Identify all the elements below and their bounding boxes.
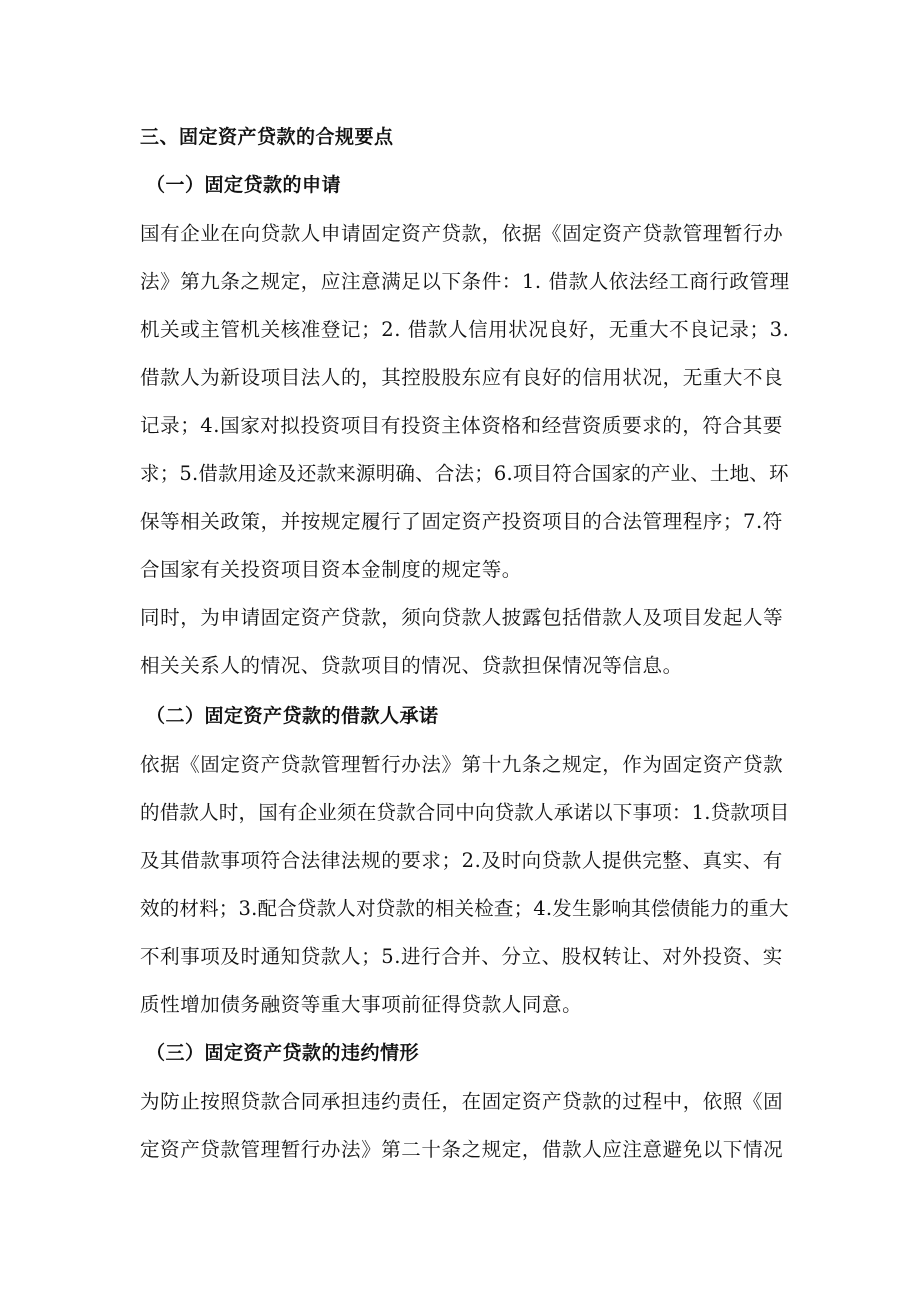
paragraph-default-situations xyxy=(140,1078,790,1174)
text-line: 保等相关政策，并按规定履行了固定资产投资项目的合法管理程序；7.符 xyxy=(140,510,783,533)
text-line: 效的材料；3.配合贷款人对贷款的相关检查；4.发生影响其偿债能力的重大 xyxy=(140,897,789,920)
text-line: 质性增加债务融资等重大事项前征得贷款人同意。 xyxy=(140,993,583,1016)
paragraph-disclosure xyxy=(140,594,790,690)
text-line: 相关关系人的情况、贷款项目的情况、贷款担保情况等信息。 xyxy=(140,654,683,677)
text-line: 定资产贷款管理暂行办法》第二十条之规定，借款人应注意避免以下情况 xyxy=(140,1138,784,1161)
text-line: 国有企业在向贷款人申请固定资产贷款，依据《固定资产贷款管理暂行办 xyxy=(140,222,784,245)
paragraph-application-conditions xyxy=(140,210,790,594)
text-line: 合国家有关投资项目资本金制度的规定等。 xyxy=(140,558,522,581)
subsection-heading-1: （一）固定贷款的申请 xyxy=(146,174,342,196)
text-line: 及其借款事项符合法律法规的要求；2.及时向贷款人提供完整、真实、有 xyxy=(140,849,783,872)
text-line: 记录；4.国家对拟投资项目有投资主体资格和经营资质要求的，符合其要 xyxy=(140,414,783,437)
text-line: 求；5.借款用途及还款来源明确、合法；6.项目符合国家的产业、土地、环 xyxy=(140,462,789,485)
text-line: 为防止按照贷款合同承担违约责任，在固定资产贷款的过程中，依照《固 xyxy=(140,1090,784,1113)
text-line: 的借款人时，国有企业须在贷款合同中向贷款人承诺以下事项：1.贷款项目 xyxy=(140,801,790,824)
text-line: 机关或主管机关核准登记；2. 借款人信用状况良好，无重大不良记录；3. xyxy=(140,318,790,341)
paragraph-borrower-commitments xyxy=(140,741,790,1029)
subsection-heading-3: （三）固定资产贷款的违约情形 xyxy=(146,1042,420,1064)
section-title: 三、固定资产贷款的合规要点 xyxy=(140,126,394,148)
text-line: 法》第九条之规定，应注意满足以下条件：1. 借款人依法经工商行政管理 xyxy=(140,270,790,293)
text-line: 不利事项及时通知贷款人；5.进行合并、分立、股权转让、对外投资、实 xyxy=(140,945,783,968)
subsection-heading-2: （二）固定资产贷款的借款人承诺 xyxy=(146,705,439,727)
text-line: 依据《固定资产贷款管理暂行办法》第十九条之规定，作为固定资产贷款 xyxy=(140,753,784,776)
text-line: 同时，为申请固定资产贷款，须向贷款人披露包括借款人及项目发起人等 xyxy=(140,606,784,629)
text-line: 借款人为新设项目法人的，其控股股东应有良好的信用状况，无重大不良 xyxy=(140,366,784,389)
